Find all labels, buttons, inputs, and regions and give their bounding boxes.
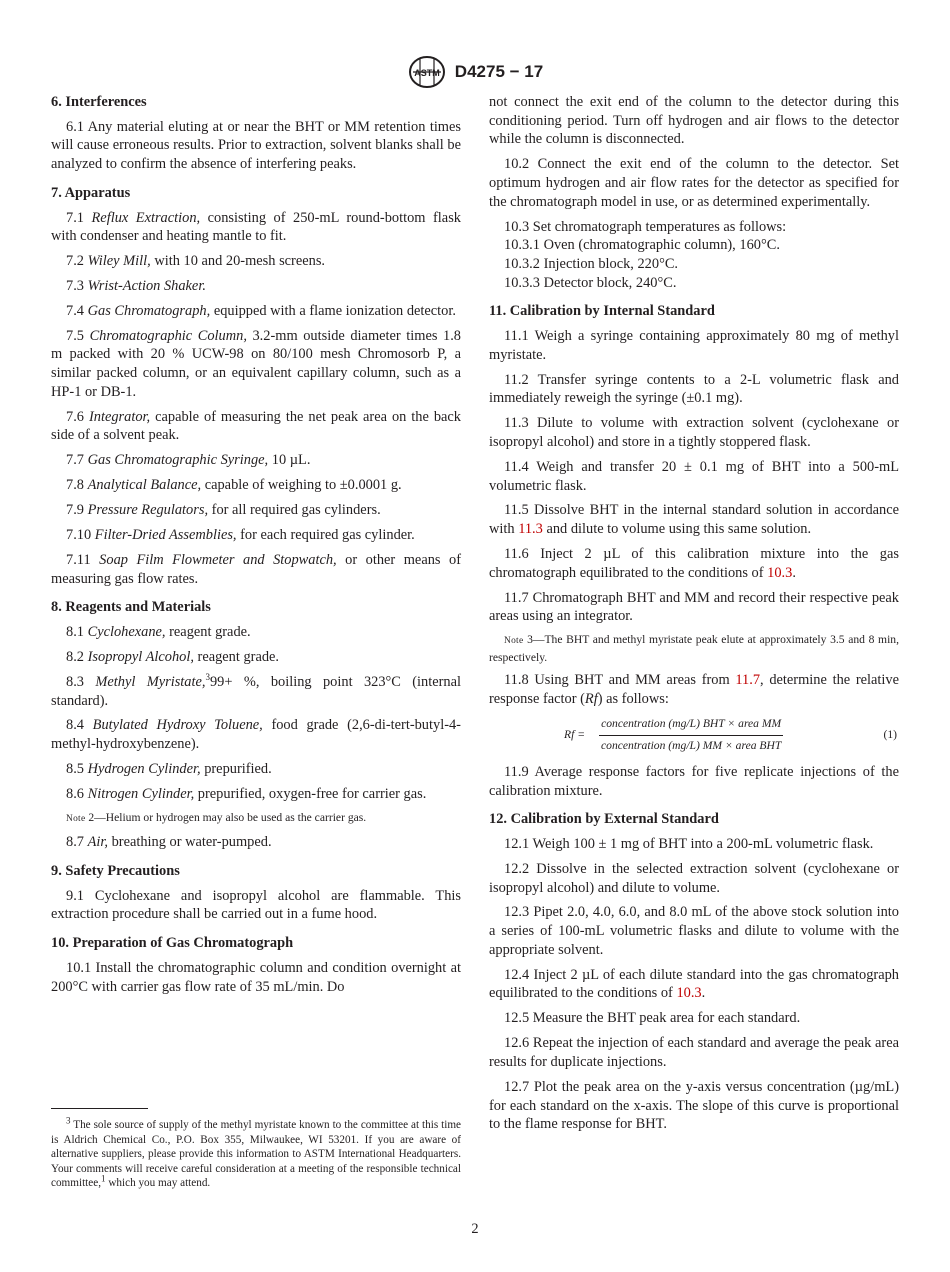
- paragraph-8-7: 8.7 Air, breathing or water-pumped.: [66, 834, 272, 851]
- paragraph-11-8: 11.8 Using BHT and MM areas from 11.7, determine the relative response factor (Rf) as follows:: [489, 672, 899, 707]
- section-heading-12: 12. Calibration by External Standard: [489, 811, 719, 828]
- paragraph-12-7: 12.7 Plot the peak area on the y-axis versus concentration (µg/mL) for each standard on the x-axis. The slope of this curve is proportional to the flame response for BHT.: [489, 1078, 899, 1133]
- apparatus-list: [51, 209, 461, 589]
- section-heading-6: 6. Interferences: [51, 94, 147, 110]
- paragraph-12-3: 12.3 Pipet 2.0, 4.0, 6.0, and 8.0 mL of the above stock solution into a series of 100-mL volumetric flasks and dilute to volume with the appropriate solvent.: [489, 904, 899, 958]
- link-section-10-3[interactable]: 10.3: [767, 564, 793, 581]
- paragraph-9-1: 9.1 Cyclohexane and isopropyl alcohol are flammable. This extraction procedure shall be carried out in a fume hood.: [51, 887, 461, 923]
- right-column: [489, 93, 899, 1140]
- apparatus-item: 7.1 Reflux Extraction, consisting of 250-mL round-bottom flask with condenser and heating mantle to fit.: [51, 209, 461, 245]
- apparatus-item: 7.2 Wiley Mill, with 10 and 20-mesh screens.: [66, 253, 326, 270]
- equation-numerator: concentration (mg/L) BHT × area MM: [599, 715, 783, 736]
- section-heading-10: 10. Preparation of Gas Chromatograph: [51, 935, 294, 952]
- paragraph-10-3: 10.3 Set chromatograph temperatures as follows:: [504, 218, 787, 235]
- astm-logo-icon: [407, 55, 447, 89]
- apparatus-item: 7.7 Gas Chromatographic Syringe, 10 µL.: [66, 452, 311, 469]
- paragraph-10-1-continued: not connect the exit end of the column to the detector during this conditioning period. Turn off hydrogen and air flows to the detector while the column is disconnected.: [489, 94, 899, 148]
- paragraph-11-4: 11.4 Weigh and transfer 20 ± 0.1 mg of BHT into a 500-mL volumetric flask.: [489, 458, 899, 494]
- paragraph-8-1: 8.1 Cyclohexane, reagent grade.: [66, 624, 251, 641]
- apparatus-item: 7.6 Integrator, capable of measuring the net peak area on the back side of a solvent peak.: [51, 408, 461, 444]
- paragraph-11-5: 11.5 Dissolve BHT in the internal standard solution in accordance with 11.3 and dilute to volume using this same solution.: [489, 502, 899, 538]
- link-section-10-3-b[interactable]: 10.3: [676, 985, 702, 1002]
- paragraph-8-6: 8.6 Nitrogen Cylinder, prepurified, oxygen-free for carrier gas.: [66, 785, 427, 802]
- link-section-11-3[interactable]: 11.3: [518, 521, 543, 538]
- section-heading-7: 7. Apparatus: [51, 184, 131, 201]
- left-column: [51, 93, 461, 1002]
- paragraph-11-6: 11.6 Inject 2 µL of this calibration mixture into the gas chromatograph equilibrated to the conditions of 10.3.: [489, 546, 899, 581]
- paragraph-12-5: 12.5 Measure the BHT peak area for each standard.: [504, 1010, 801, 1027]
- page-header: [0, 55, 950, 89]
- paragraph-12-1: 12.1 Weigh 100 ± 1 mg of BHT into a 200-mL volumetric flask.: [504, 835, 874, 852]
- paragraph-11-9: 11.9 Average response factors for five replicate injections of the calibration mixture.: [489, 763, 899, 799]
- equation-lhs: Rf =: [564, 727, 586, 741]
- paragraph-8-2: 8.2 Isopropyl Alcohol, reagent grade.: [66, 648, 280, 665]
- paragraph-8-5: 8.5 Hydrogen Cylinder, prepurified.: [66, 761, 272, 778]
- section-heading-8: 8. Reagents and Materials: [51, 599, 211, 616]
- apparatus-item: 7.11 Soap Film Flowmeter and Stopwatch, or other means of measuring gas flow rates.: [51, 551, 461, 587]
- apparatus-item: 7.5 Chromatographic Column, 3.2-mm outside diameter times 1.8 m packed with 20 % UCW-98 on 80/100 mesh Chromosorb P, a similar packed column, or an equivalent capillary column, such as a HP-1 or DB-1.: [51, 327, 461, 400]
- paragraph-12-4: 12.4 Inject 2 µL of each dilute standard into the gas chromatograph equilibrated to the conditions of 10.3.: [489, 966, 899, 1002]
- logo-text: ASTM: [414, 68, 440, 78]
- paragraph-6-1: 6.1 Any material eluting at or near the BHT or MM retention times will cause erroneous results. Prior to extraction, solvent blanks shall be analyzed to confirm the absence of interfering peaks.: [51, 118, 461, 173]
- link-section-11-7[interactable]: 11.7: [735, 672, 761, 689]
- document-number: D4275 − 17: [454, 62, 544, 81]
- section-heading-9: 9. Safety Precautions: [51, 863, 180, 879]
- apparatus-item: 7.9 Pressure Regulators, for all required gas cylinders.: [66, 502, 381, 519]
- apparatus-item: 7.10 Filter-Dried Assemblies, for each required gas cylinder.: [66, 527, 415, 544]
- equation-fraction: [599, 715, 783, 755]
- paragraph-10-3-2: 10.3.2 Injection block, 220°C.: [504, 256, 679, 272]
- equation-1: [489, 715, 899, 753]
- apparatus-item: 7.3 Wrist-Action Shaker.: [66, 278, 206, 294]
- paragraph-12-6: 12.6 Repeat the injection of each standard and average the peak area results for duplicate injections.: [489, 1035, 899, 1070]
- paragraph-12-2: 12.2 Dissolve in the selected extraction solvent (cyclohexane or isopropyl alcohol) and dilute to volume.: [489, 860, 899, 896]
- paragraph-11-3: 11.3 Dilute to volume with extraction solvent (cyclohexane or isopropyl alcohol) and store in a tightly stoppered flask.: [489, 415, 899, 450]
- paragraph-10-3-1: 10.3.1 Oven (chromatographic column), 160°C.: [504, 237, 780, 254]
- paragraph-8-3: 8.3 Methyl Myristate,$^3$99+ %, boiling point 323°C (internal standard).: [51, 672, 462, 709]
- equation-number: (1): [883, 727, 897, 741]
- section-heading-11: 11. Calibration by Internal Standard: [489, 303, 715, 320]
- paragraph-8-4: 8.4 Butylated Hydroxy Toluene, food grade (2,6-di-tert-butyl-4-methyl-hydroxybenzene).: [51, 717, 461, 753]
- equation-denominator: concentration (mg/L) MM × area BHT: [601, 738, 782, 752]
- paragraph-11-2: 11.2 Transfer syringe contents to a 2-L volumetric flask and immediately reweigh the syringe (±0.1 mg).: [489, 371, 899, 407]
- paragraph-10-3-3: 10.3.3 Detector block, 240°C.: [504, 274, 677, 291]
- paragraph-11-1: 11.1 Weigh a syringe containing approximately 80 mg of methyl myristate.: [489, 328, 899, 363]
- paragraph-10-1-start: 10.1 Install the chromatographic column and condition overnight at 200°C with carrier gas flow rate of 35 mL/min. Do: [51, 959, 461, 995]
- paragraph-11-7: 11.7 Chromatograph BHT and MM and record their respective peak areas using an integrator.: [489, 589, 899, 625]
- page-number: 2: [471, 1221, 479, 1237]
- footnote-3: $^3$ The sole source of supply of the methyl myristate known to the committee at this time is Aldrich Chemical Co., P.O. Box 355, Milwaukee, WI 53201. If you are aware of alternative suppliers, please provide this information to ASTM International Headquarters. Your comments will receive careful consideration at a meeting of the responsible technical committee,$^1$ which you may attend.: [51, 1115, 461, 1189]
- footnote-ref-3: 3: [205, 672, 210, 683]
- note-3: Note 3—The BHT and methyl myristate peak elute at approximately 3.5 and 8 min, respectively.: [489, 633, 899, 664]
- apparatus-item: 7.8 Analytical Balance, capable of weighing to ±0.0001 g.: [66, 477, 402, 494]
- footnote-divider: [51, 1108, 148, 1109]
- note-2: Note 2—Helium or hydrogen may also be used as the carrier gas.: [66, 810, 367, 824]
- paragraph-10-2: 10.2 Connect the exit end of the column to the detector. Set optimum hydrogen and air flow rates for the detector as specified for the chromatograph model in use, or as determined experimentally.: [489, 156, 899, 210]
- apparatus-item: 7.4 Gas Chromatograph, equipped with a flame ionization detector.: [66, 302, 456, 319]
